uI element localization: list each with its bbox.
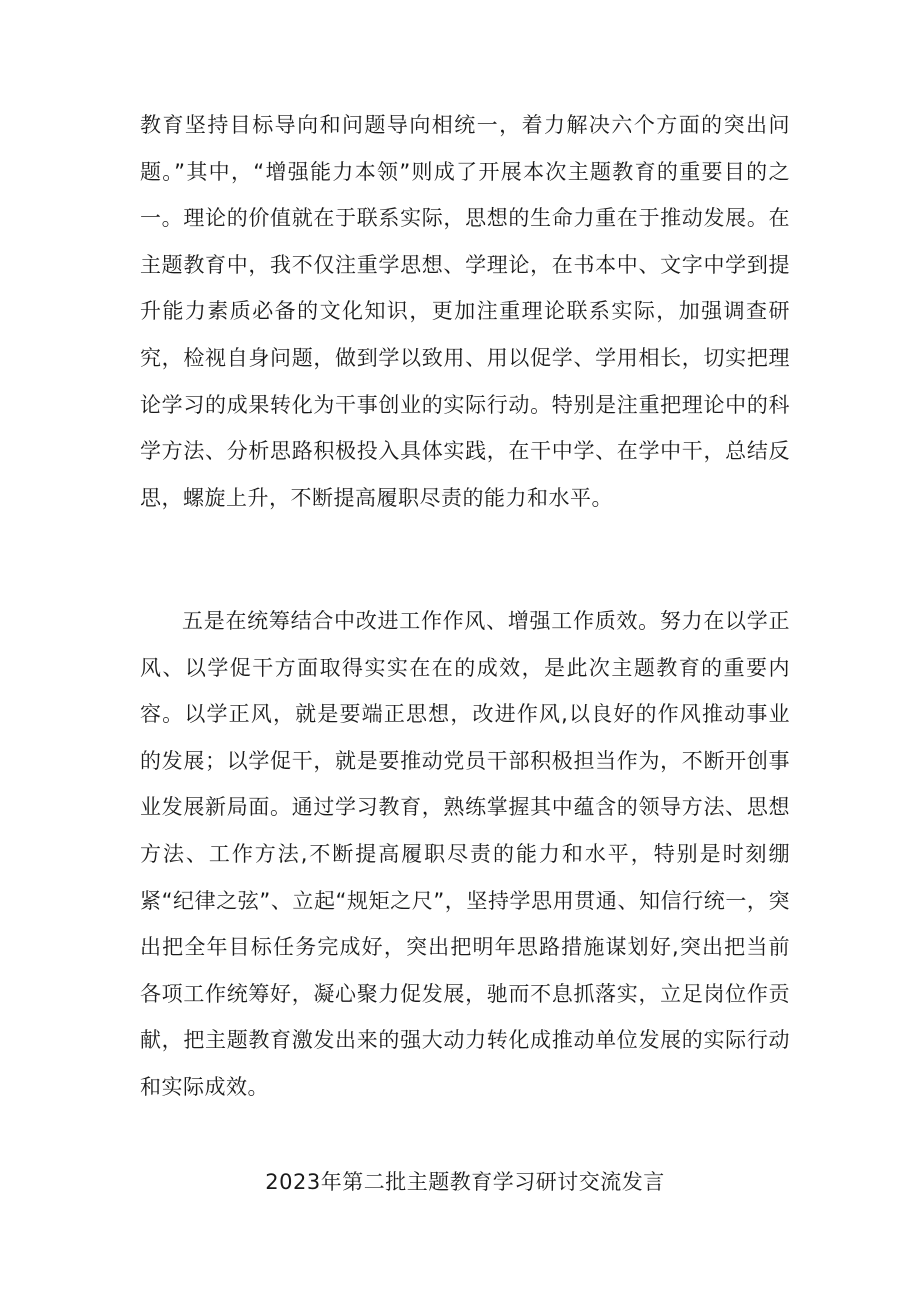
paragraph-work-style: 五是在统筹结合中改进工作作风、增强工作质效。努力在以学正风、以学促干方面取得实实在在的成效，是此次主题教育的重要内容。以学正风，就是要端正思想，改进作风,以良好的作风推动事业的发展；以学促干，就是要推动党员干部积极担当作为，不断开创事业发展新局面。通过学习教育，熟练掌握其中蕴含的领导方法、思想方法、工作方法,不断提高履职尽责的能力和水平，特别是时刻绷紧“纪律之弦”、立起“规矩之尺”，坚持学思用贯通、知信行统一，突出把全年目标任务完成好，突出把明年思路措施谋划好,突出把当前各项工作统筹好，凝心聚力促发展，驰而不息抓落实，立足岗位作贡献，把主题教育激发出来的强大动力转化成推动单位发展的实际行动和实际成效。 xyxy=(140,609,790,1099)
next-article-title: 2023年第二批主题教育学习研讨交流发言 xyxy=(265,1170,665,1194)
paragraph-ability-improvement: 教育坚持目标导向和问题导向相统一，着力解决六个方面的突出问题。”其中，“增强能力本领”则成了开展本次主题教育的重要目的之一。理论的价值就在于联系实际，思想的生命力重在于推动发展。在主题教育中，我不仅注重学思想、学理论，在书本中、文字中学到提升能力素质必备的文化知识，更加注重理论联系实际，加强调查研究，检视自身问题，做到学以致用、用以促学、学用相长，切实把理论学习的成果转化为干事创业的实际行动。特别是注重把理论中的科学方法、分析思路积极投入具体实践，在干中学、在学中干，总结反思，螺旋上升，不断提高履职尽责的能力和水平。 xyxy=(140,113,790,510)
